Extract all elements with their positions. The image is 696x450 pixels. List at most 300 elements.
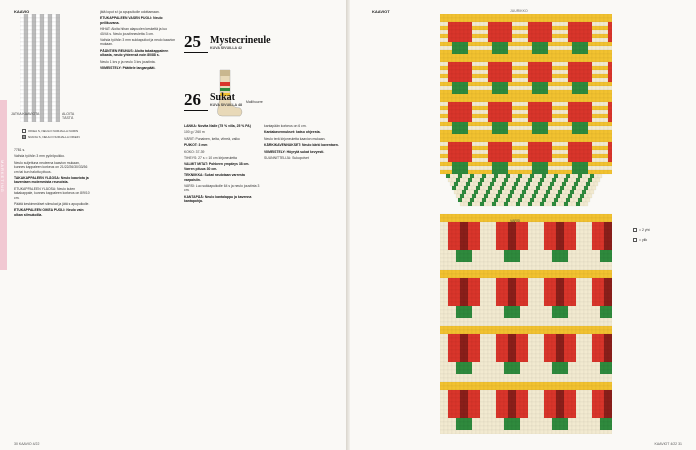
- chart-cell: [532, 146, 536, 150]
- chart-cell: [504, 238, 508, 242]
- chart-cell: [532, 150, 536, 154]
- chart-cell: [496, 18, 500, 22]
- chart-cell: [536, 86, 540, 90]
- chart-cell: [516, 414, 520, 418]
- chart-cell: [460, 374, 464, 378]
- chart-cell: [512, 382, 516, 386]
- chart-cell: [524, 250, 528, 254]
- chart-cell: [468, 274, 472, 278]
- chart-cell: [506, 190, 510, 194]
- chart-cell: [468, 394, 472, 398]
- chart-cell: [608, 214, 612, 218]
- chart-cell: [588, 58, 592, 62]
- chart-cell: [588, 374, 592, 378]
- chart-cell: [552, 70, 556, 74]
- chart-cell: [600, 106, 604, 110]
- chart-cell: [464, 242, 468, 246]
- chart-cell: [520, 186, 524, 190]
- chart-cell: [540, 130, 544, 134]
- chart-cell: [466, 182, 470, 186]
- chart-cell: [548, 342, 552, 346]
- chart-cell: [608, 426, 612, 430]
- chart-cell: [588, 38, 592, 42]
- chart-cell: [468, 170, 472, 174]
- chart-cell: [580, 102, 584, 106]
- chart-cell: [564, 242, 568, 246]
- chart-cell: [552, 394, 556, 398]
- chart-cell: [608, 34, 612, 38]
- chart-cell: [32, 102, 36, 106]
- chart-cell: [576, 314, 580, 318]
- chart-cell: [512, 106, 516, 110]
- chart-cell: [548, 22, 552, 26]
- chart-cell: [576, 230, 580, 234]
- chart-cell: [456, 258, 460, 262]
- chart-cell: [528, 410, 532, 414]
- chart-cell: [476, 246, 480, 250]
- chart-cell: [604, 382, 608, 386]
- chart-cell: [572, 238, 576, 242]
- chart-cell: [560, 430, 564, 434]
- chart-cell: [44, 66, 48, 70]
- chart-cell: [580, 314, 584, 318]
- chart-cell: [476, 358, 480, 362]
- chart-cell: [488, 274, 492, 278]
- chart-cell: [484, 334, 488, 338]
- chart-cell: [524, 374, 528, 378]
- chart-cell: [524, 370, 528, 374]
- chart-cell: [540, 102, 544, 106]
- chart-cell: [456, 254, 460, 258]
- chart-cell: [456, 302, 460, 306]
- chart-cell: [464, 302, 468, 306]
- chart-cell: [508, 194, 512, 198]
- chart-cell: [488, 202, 492, 206]
- chart-cell: [548, 410, 552, 414]
- chart-cell: [496, 286, 500, 290]
- chart-cell: [492, 334, 496, 338]
- chart-cell: [520, 218, 524, 222]
- chart-cell: [452, 286, 456, 290]
- chart-cell: [584, 42, 588, 46]
- chart-cell: [488, 362, 492, 366]
- chart-cell: [540, 266, 544, 270]
- chart-cell: [532, 418, 536, 422]
- chart-cell: [568, 270, 572, 274]
- chart-cell: [536, 58, 540, 62]
- chart-cell: [440, 38, 444, 42]
- chart-cell: [36, 54, 40, 58]
- chart-cell: [444, 106, 448, 110]
- chart-cell: [552, 386, 556, 390]
- chart-cell: [472, 166, 476, 170]
- chart-cell: [580, 254, 584, 258]
- chart-cell: [480, 386, 484, 390]
- chart-cell: [604, 302, 608, 306]
- chart-cell: [536, 422, 540, 426]
- chart-cell: [488, 358, 492, 362]
- chart-cell: [592, 382, 596, 386]
- chart-cell: [460, 50, 464, 54]
- chart-cell: [448, 34, 452, 38]
- chart-cell: [528, 30, 532, 34]
- chart-cell: [40, 30, 44, 34]
- chart-cell: [480, 414, 484, 418]
- chart-cell: [488, 234, 492, 238]
- chart-cell: [580, 126, 584, 130]
- chart-cell: [568, 90, 572, 94]
- chart-cell: [560, 130, 564, 134]
- chart-cell: [560, 298, 564, 302]
- chart-cell: [488, 366, 492, 370]
- chart-cell: [476, 274, 480, 278]
- chart-cell: [540, 46, 544, 50]
- chart-cell: [524, 306, 528, 310]
- chart-cell: [608, 74, 612, 78]
- chart-cell: [516, 318, 520, 322]
- chart-cell: [488, 262, 492, 266]
- chart-cell: [576, 422, 580, 426]
- chart-cell: [576, 158, 580, 162]
- chart-cell: [456, 422, 460, 426]
- chart-cell: [440, 134, 444, 138]
- chart-cell: [518, 190, 522, 194]
- chart-cell: [440, 394, 444, 398]
- chart-cell: [492, 170, 496, 174]
- chart-cell: [468, 42, 472, 46]
- chart-cell: [608, 386, 612, 390]
- chart-cell: [552, 326, 556, 330]
- chart-cell: [444, 358, 448, 362]
- chart-cell: [476, 394, 480, 398]
- chart-cell: [554, 182, 558, 186]
- chart-cell: [476, 282, 480, 286]
- chart-cell: [444, 18, 448, 22]
- chart-cell: [440, 78, 444, 82]
- chart-cell: [546, 182, 550, 186]
- chart-cell: [568, 246, 572, 250]
- chart-cell: [504, 146, 508, 150]
- chart-cell: [524, 302, 528, 306]
- chart-cell: [56, 82, 60, 86]
- chart-cell: [448, 222, 452, 226]
- chart-cell: [488, 14, 492, 18]
- chart-cell: [524, 362, 528, 366]
- chart-cell: [24, 66, 28, 70]
- chart-cell: [580, 118, 584, 122]
- chart-cell: [564, 126, 568, 130]
- chart-cell: [492, 134, 496, 138]
- chart-cell: [568, 134, 572, 138]
- chart-cell: [464, 222, 468, 226]
- chart-cell: [604, 66, 608, 70]
- chart-cell: [588, 158, 592, 162]
- chart-cell: [472, 42, 476, 46]
- chart-cell: [588, 334, 592, 338]
- chart-cell: [568, 170, 572, 174]
- chart-cell: [556, 314, 560, 318]
- chart-cell: [568, 422, 572, 426]
- chart-cell: [604, 378, 608, 382]
- chart-cell: [28, 34, 32, 38]
- chart-cell: [472, 350, 476, 354]
- chart-cell: [472, 294, 476, 298]
- chart-cell: [488, 238, 492, 242]
- chart-cell: [564, 334, 568, 338]
- chart-cell: [556, 250, 560, 254]
- chart-cell: [576, 250, 580, 254]
- chart-cell: [440, 26, 444, 30]
- chart-cell: [508, 178, 512, 182]
- chart-cell: [552, 82, 556, 86]
- chart-cell: [44, 118, 48, 122]
- chart-cell: [584, 350, 588, 354]
- chart-cell: [454, 190, 458, 194]
- chart-cell: [528, 74, 532, 78]
- chart-cell: [480, 126, 484, 130]
- chart-cell: [522, 190, 526, 194]
- chart-cell: [440, 314, 444, 318]
- chart-cell: [468, 178, 472, 182]
- chart-cell: [584, 62, 588, 66]
- chart-cell: [444, 82, 448, 86]
- chart-cell: [604, 354, 608, 358]
- chart-cell: [512, 46, 516, 50]
- chart-cell: [452, 390, 456, 394]
- chart-cell: [24, 106, 28, 110]
- chart-cell: [488, 70, 492, 74]
- chart-cell: [496, 194, 500, 198]
- chart-cell: [580, 334, 584, 338]
- chart-cell: [532, 118, 536, 122]
- chart-cell: [608, 330, 612, 334]
- chart-cell: [604, 370, 608, 374]
- chart-cell: [588, 310, 592, 314]
- chart-cell: [512, 94, 516, 98]
- chart-cell: [576, 214, 580, 218]
- chart-cell: [440, 334, 444, 338]
- chart-cell: [544, 390, 548, 394]
- chart-cell: [572, 414, 576, 418]
- chart-cell: [536, 238, 540, 242]
- chart-cell: [476, 370, 480, 374]
- chart-cell: [36, 106, 40, 110]
- chart-cell: [596, 330, 600, 334]
- chart-cell: [586, 190, 590, 194]
- chart-cell: [500, 358, 504, 362]
- chart-cell: [464, 338, 468, 342]
- chart-cell: [548, 286, 552, 290]
- chart-cell: [588, 186, 592, 190]
- chart-cell: [516, 242, 520, 246]
- chart-cell: [584, 22, 588, 26]
- chart-cell: [608, 258, 612, 262]
- chart-cell: [552, 258, 556, 262]
- chart-cell: [28, 58, 32, 62]
- chart-cell: [468, 346, 472, 350]
- chart-cell: [584, 130, 588, 134]
- chart-cell: [528, 382, 532, 386]
- chart-cell: [564, 82, 568, 86]
- chart-cell: [604, 218, 608, 222]
- chart-cell: [580, 90, 584, 94]
- chart-cell: [480, 314, 484, 318]
- chart-cell: [512, 250, 516, 254]
- chart-cell: [460, 294, 464, 298]
- chart-cell: [52, 110, 56, 114]
- chart-cell: [512, 314, 516, 318]
- chart-cell: [452, 186, 456, 190]
- chart-cell: [528, 342, 532, 346]
- chart-cell: [448, 118, 452, 122]
- chart-cell: [600, 322, 604, 326]
- chart-cell: [572, 186, 576, 190]
- chart-cell: [536, 370, 540, 374]
- chart-cell: [572, 30, 576, 34]
- chart-cell: [452, 162, 456, 166]
- chart-cell: [584, 250, 588, 254]
- chart-cell: [580, 390, 584, 394]
- chart-cell: [568, 362, 572, 366]
- chart-cell: [440, 258, 444, 262]
- chart-cell: [524, 230, 528, 234]
- chart-cell: [604, 350, 608, 354]
- chart-cell: [520, 390, 524, 394]
- chart-cell: [524, 102, 528, 106]
- chart-cell: [544, 22, 548, 26]
- chart-cell: [472, 30, 476, 34]
- chart-cell: [548, 90, 552, 94]
- chart-cell: [560, 302, 564, 306]
- chart-cell: [504, 302, 508, 306]
- chart-cell: [572, 154, 576, 158]
- chart-cell: [552, 406, 556, 410]
- chart-cell: [496, 314, 500, 318]
- chart-cell: [496, 238, 500, 242]
- chart-cell: [32, 86, 36, 90]
- chart-cell: [506, 182, 510, 186]
- chart-cell: [480, 82, 484, 86]
- chart-cell: [488, 78, 492, 82]
- chart-cell: [500, 290, 504, 294]
- chart-cell: [28, 82, 32, 86]
- chart-cell: [484, 246, 488, 250]
- chart-cell: [452, 166, 456, 170]
- chart-cell: [456, 414, 460, 418]
- chart-cell: [444, 78, 448, 82]
- chart-cell: [448, 370, 452, 374]
- chart-cell: [540, 314, 544, 318]
- chart-cell: [596, 418, 600, 422]
- chart-cell: [40, 50, 44, 54]
- chart-cell: [576, 246, 580, 250]
- chart-cell: [496, 186, 500, 190]
- chart-cell: [484, 142, 488, 146]
- chart-cell: [444, 414, 448, 418]
- chart-cell: [528, 346, 532, 350]
- chart-cell: [44, 34, 48, 38]
- chart-cell: [476, 90, 480, 94]
- chart-cell: [52, 94, 56, 98]
- chart-cell: [504, 122, 508, 126]
- divider: [184, 110, 208, 111]
- chart-cell: [472, 242, 476, 246]
- chart-cell: [540, 402, 544, 406]
- chart-cell: [608, 302, 612, 306]
- chart-cell: [452, 222, 456, 226]
- chart-cell: [468, 334, 472, 338]
- chart-cell: [604, 38, 608, 42]
- chart-cell: [508, 282, 512, 286]
- chart-cell: [600, 278, 604, 282]
- chart-cell: [576, 82, 580, 86]
- chart-cell: [556, 270, 560, 274]
- chart-cell: [520, 50, 524, 54]
- chart-cell: [572, 70, 576, 74]
- chart-cell: [480, 254, 484, 258]
- chart-cell: [540, 318, 544, 322]
- chart-cell: [564, 138, 568, 142]
- chart-cell: [536, 106, 540, 110]
- chart-cell: [572, 86, 576, 90]
- chart-cell: [516, 42, 520, 46]
- chart-cell: [600, 354, 604, 358]
- chart-cell: [460, 138, 464, 142]
- chart-cell: [464, 134, 468, 138]
- chart-cell: [452, 290, 456, 294]
- chart-cell: [568, 186, 572, 190]
- chart-cell: [492, 290, 496, 294]
- chart-cell: [496, 222, 500, 226]
- chart-cell: [488, 346, 492, 350]
- chart-cell: [460, 126, 464, 130]
- chart-cell: [528, 258, 532, 262]
- chart-cell: [604, 318, 608, 322]
- chart-cell: [468, 254, 472, 258]
- chart-cell: [444, 130, 448, 134]
- chart-cell: [444, 110, 448, 114]
- chart-cell: [540, 354, 544, 358]
- chart-cell: [492, 94, 496, 98]
- chart-cell: [448, 146, 452, 150]
- chart-cell: [572, 230, 576, 234]
- chart-cell: [576, 58, 580, 62]
- chart-cell: [496, 414, 500, 418]
- chart-cell: [512, 78, 516, 82]
- chart-cell: [492, 126, 496, 130]
- chart-cell: [40, 58, 44, 62]
- chart-cell: [502, 174, 506, 178]
- chart-cell: [468, 338, 472, 342]
- chart-cell: [608, 222, 612, 226]
- chart-cell: [484, 134, 488, 138]
- chart-cell: [448, 318, 452, 322]
- chart-cell: [572, 398, 576, 402]
- chart-cell: [472, 334, 476, 338]
- chart-cell: [464, 330, 468, 334]
- chart-cell: [576, 306, 580, 310]
- chart-cell: [600, 222, 604, 226]
- chart-cell: [476, 106, 480, 110]
- chart-cell: [560, 146, 564, 150]
- chart-cell: [524, 122, 528, 126]
- chart-cell: [568, 66, 572, 70]
- chart-cell: [532, 110, 536, 114]
- chart-cell: [484, 402, 488, 406]
- chart-cell: [444, 42, 448, 46]
- chart-cell: [548, 294, 552, 298]
- chart-cell: [580, 394, 584, 398]
